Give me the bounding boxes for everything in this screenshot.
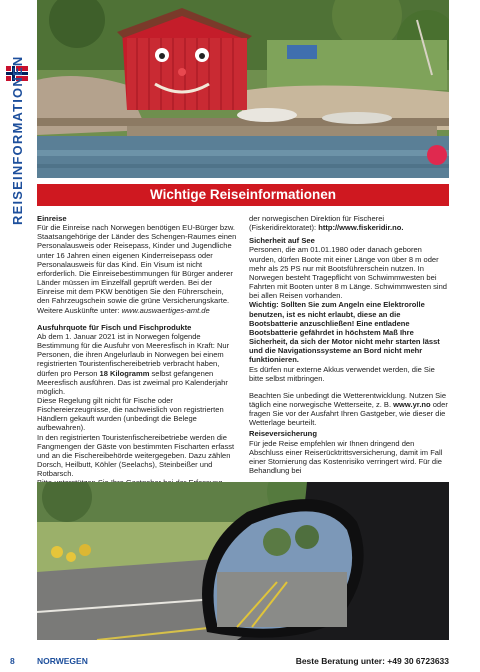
heading-reiseversicherung: Reiseversicherung: [249, 429, 317, 439]
side-section-title: REISEINFORMATIONEN: [10, 55, 25, 225]
text-ausfuhrquote-1: Ab dem 1. Januar 2021 ist in Norwegen folgende Bestimmung für die Ausfuhr von Meeresfisch in Kraft: Nur Personen, die ihren Angelurlaub in Norwegen bei einem registrierten Touristenfischereibetrieb verbracht haben, dürfen pro Person 18 Kilogramm selbst gefangenen Meeresfisch ausführen. Das ist zweimal pro Kalenderjahr möglich.: [37, 331, 230, 396]
text-ausfuhrquote-2: Diese Regelung gilt nicht für Fische oder Fischereierzeugnisse, die nachweislich von registrierten Händlern gekauft wurden (unbedingt die Belege aufbewahren).: [37, 395, 224, 433]
section-title: Wichtige Reiseinformationen: [150, 187, 336, 202]
text-warnung-elektrorolle: Wichtig: Sollten Sie zum Angeln eine Elektrorolle benutzen, ist es nicht erlaubt, diese an die Bootsbatterie anzuschließen! Eine entladene Bootsbatterie gefährdet in höchstem Maß Ihre Sicherheit, da sich der Motor nicht mehr starten lässt und die Navigationssysteme an Bord nicht mehr funktionieren.: [249, 300, 440, 365]
heading-ausfuhrquote: Ausfuhrquote für Fisch und Fischprodukte: [37, 322, 192, 332]
text-fischerei-direktion: der norwegischen Direktion für Fischerei (Fiskeridirektoratet): http://www.fiskeridir.no.: [249, 214, 404, 233]
link-auswaertiges-amt[interactable]: www.auswaertiges-amt.de: [121, 305, 210, 315]
link-yr[interactable]: www.yr.no: [393, 399, 431, 409]
heading-einreise: Einreise: [37, 214, 67, 223]
page-number: 8: [10, 656, 15, 666]
text-wetter: Beachten Sie unbedingt die Wetterentwicklung. Nutzen Sie täglich eine norwegische Wetterseite, z. B. www.yr.no oder fragen Sie vor der Ausfahrt Ihren Gastgeber, wie dieser die Wetterlage beurteilt.: [249, 390, 448, 428]
page-footer: [0, 652, 480, 672]
text-externe-akkus: Es dürfen nur externe Akkus verwendet werden, die Sie bitte selbst mitbringen.: [249, 364, 435, 383]
footer-country: NORWEGEN: [37, 656, 88, 666]
text-reiseversicherung: Für jede Reise empfehlen wir Ihnen dringend den Abschluss einer Reiserücktrittsversicherung, damit im Fall einer Stornierung das Kostenrisiko verringert wird. Für die Behandlung bei: [249, 438, 443, 476]
photo-boathouse: [37, 0, 449, 178]
text-ausfuhrquote-3: In den registrierten Touristenfischereibetriebe werden die Fangmengen der Gäste von bestimmten Fischarten erfasst und an die Fischereibehörde weitergegeben. Dazu zählen Dorsch, Heilbutt, Köhler (Seelachs), Steinbeißer und Rotbarsch.: [37, 432, 235, 479]
photo-side-mirror: [37, 482, 449, 640]
right-column: [249, 214, 449, 475]
footer-contact: Beste Beratung unter: +49 30 6723633: [295, 656, 449, 666]
left-column: [37, 214, 237, 506]
text-sicherheit: Personen, die am 01.01.1980 oder danach geboren wurden, dürfen Boote mit einer Länge von über 8 m oder mehr als 25 PS nur mit Bootsführerschein nutzen. In Norwegen besteht Tragepflicht von Schwimmwesten bei Fahrten mit Booten unter 8 m Länge. Schwimmwesten sind bei allen Reisen vorhanden.: [249, 245, 447, 301]
heading-sicherheit: Sicherheit auf See: [249, 236, 315, 246]
text-einreise: Für die Einreise nach Norwegen benötigen EU-Bürger bzw. Staatsangehörige der Länder des Schengen-Raumes einen Personalausweis oder Reisepass, Kinder und Jugendliche unter 16 Jahren einen eigenen Kinderreisepass oder Personalausweis für das Kind. Ein Visum ist nicht erforderlich. Die Einreisebestimmungen für Bürger anderer Länder müssen im Einzelfall geprüft werden. Bei der Einreise mit dem PKW benötigen Sie den Führerschein, den Fahrzeugschein sowie die grüne Versicherungskarte. Weitere Auskünfte unter: www.auswaertiges-amt.de: [37, 223, 237, 315]
section-banner: [37, 184, 449, 206]
link-fiskeridir[interactable]: http://www.fiskeridir.no.: [318, 223, 404, 233]
